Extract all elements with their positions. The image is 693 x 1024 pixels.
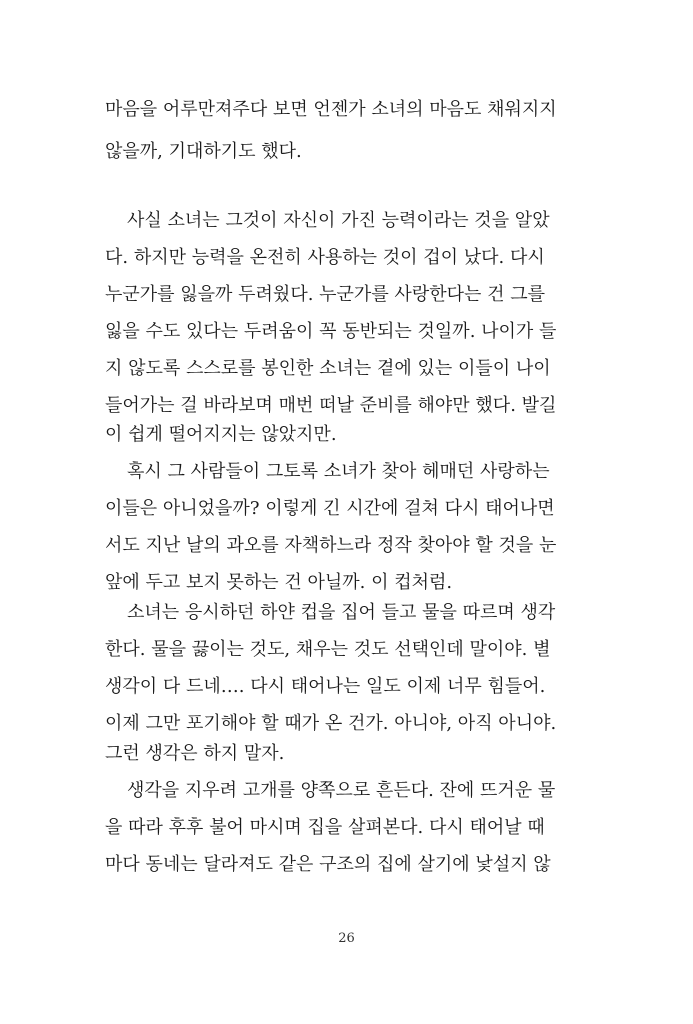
paragraph-4-line-3: 생각이 다 드네…. 다시 태어나는 일도 이제 너무 힘들어. — [105, 676, 546, 697]
paragraph-3-line-4: 앞에 두고 보지 못하는 건 아닐까. 이 컵처럼. — [105, 572, 453, 593]
paragraph-2-line-6: 들어가는 걸 바라보며 매번 떠날 준비를 해야만 했다. 발길 — [105, 395, 557, 416]
paragraph-1-line-2: 않을까, 기대하기도 했다. — [105, 141, 302, 162]
paragraph-4-line-5: 그런 생각은 하지 말자. — [105, 743, 285, 764]
paragraph-2-line-4: 잃을 수도 있다는 두려움이 꼭 동반되는 것일까. 나이가 들 — [105, 321, 557, 342]
paragraph-5-line-3: 마다 동네는 달라져도 같은 구조의 집에 살기에 낯설지 않 — [105, 854, 551, 875]
paragraph-2-line-5: 지 않도록 스스로를 봉인한 소녀는 곁에 있는 이들이 나이 — [105, 358, 551, 379]
paragraph-5-line-1: 생각을 지우려 고개를 양쪽으로 흔든다. 잔에 뜨거운 물 — [127, 780, 556, 801]
paragraph-3-line-1: 혹시 그 사람들이 그토록 소녀가 찾아 헤매던 사랑하는 — [127, 461, 550, 482]
paragraph-4-line-2: 한다. 물을 끓이는 것도, 채우는 것도 선택인데 말이야. 별 — [105, 639, 551, 660]
paragraph-5-line-2: 을 따라 후후 불어 마시며 집을 살펴본다. 다시 태어날 때 — [105, 817, 545, 838]
paragraph-1-line-1: 마음을 어루만져주다 보면 언젠가 소녀의 마음도 채워지지 — [105, 99, 557, 120]
paragraph-4-line-1: 소녀는 응시하던 하얀 컵을 집어 들고 물을 따르며 생각 — [127, 602, 556, 623]
paragraph-2-line-3: 누군가를 잃을까 두려웠다. 누군가를 사랑한다는 건 그를 — [105, 284, 545, 305]
paragraph-3-line-3: 서도 지난 날의 과오를 자책하느라 정작 찾아야 할 것을 눈 — [105, 535, 557, 556]
page-number: 26 — [338, 931, 355, 946]
paragraph-2-line-7: 이 쉽게 떨어지지는 않았지만. — [105, 424, 337, 445]
paragraph-2-line-1: 사실 소녀는 그것이 자신이 가진 능력이라는 것을 알았 — [127, 210, 550, 231]
paragraph-3-line-2: 이들은 아니었을까? 이렇게 긴 시간에 걸쳐 다시 태어나면 — [105, 498, 555, 519]
paragraph-2-line-2: 다. 하지만 능력을 온전히 사용하는 것이 겁이 났다. 다시 — [105, 247, 545, 268]
paragraph-4-line-4: 이제 그만 포기해야 할 때가 온 건가. 아니야, 아직 아니야. — [105, 713, 557, 734]
